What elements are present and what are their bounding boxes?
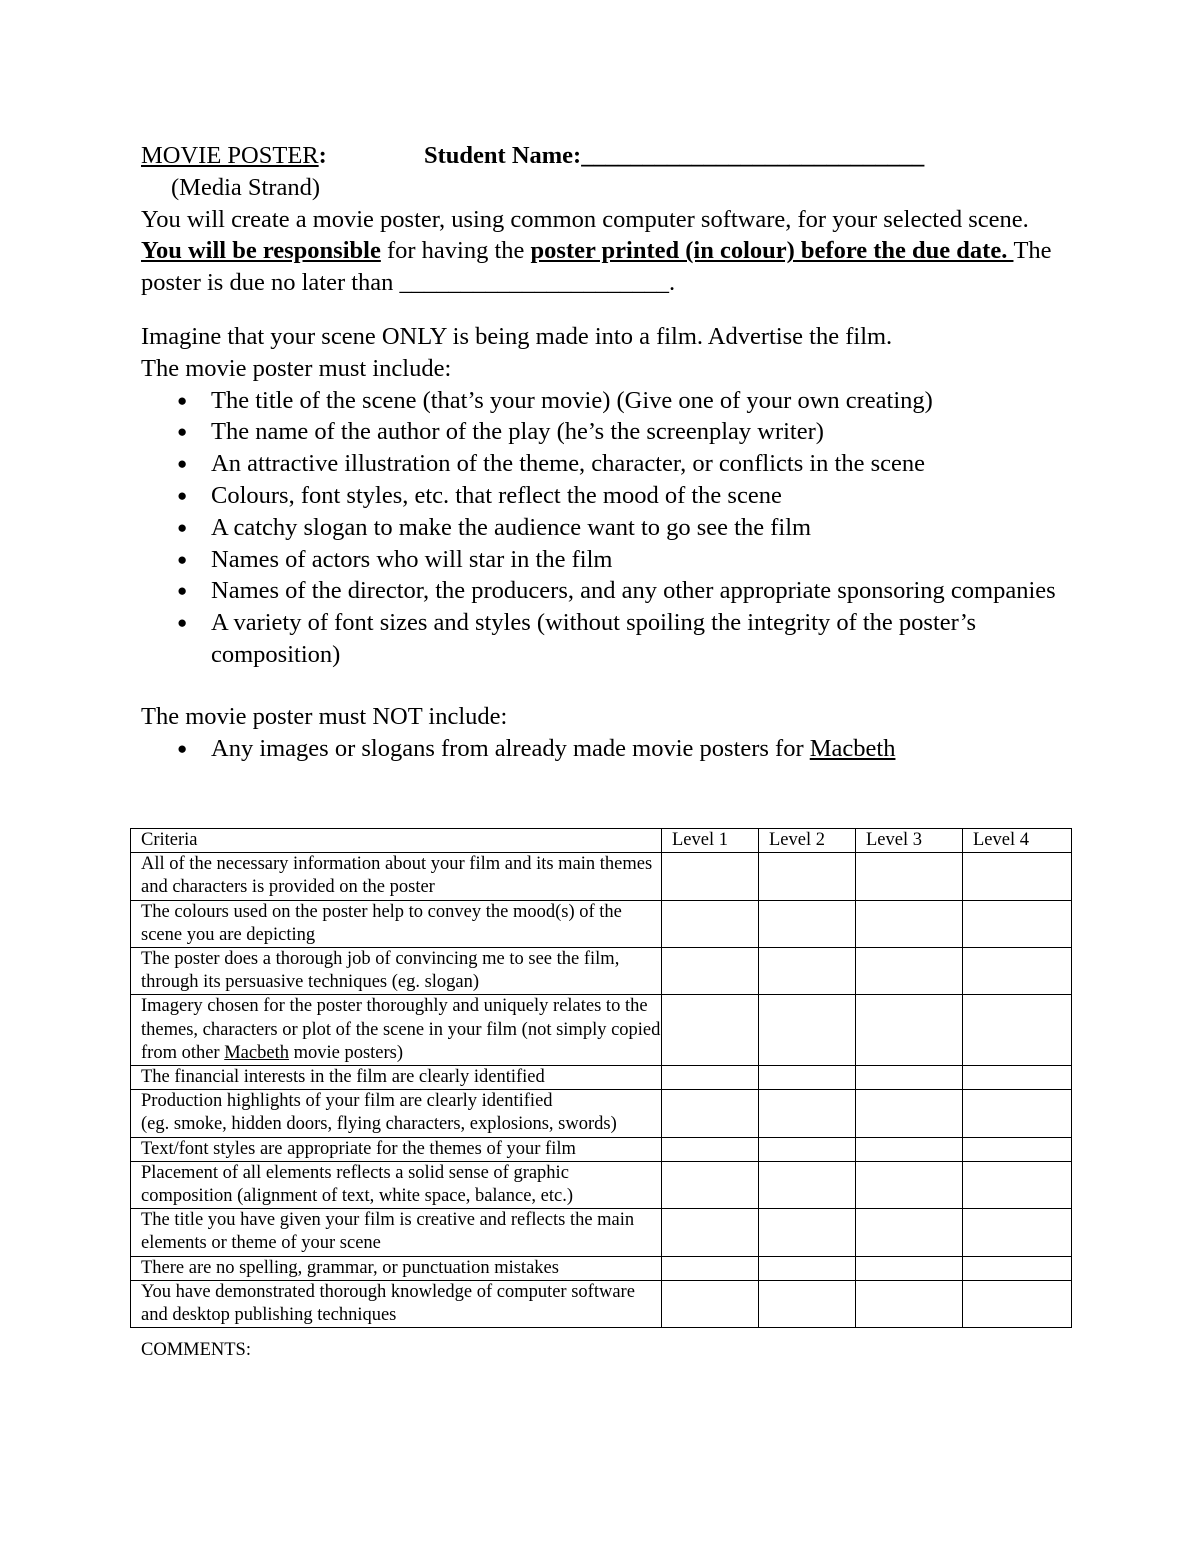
criteria-cell: All of the necessary information about your film and its main themes and characters is provided on the poster — [131, 853, 662, 900]
bullet-icon: ● — [177, 517, 188, 537]
include-list — [141, 385, 1071, 671]
worksheet — [141, 140, 1071, 764]
bullet-icon: ● — [177, 549, 188, 569]
level-cell[interactable] — [963, 948, 1072, 995]
level-cell[interactable] — [963, 1161, 1072, 1208]
list-item: ● Colours, font styles, etc. that reflect the mood of the scene — [141, 480, 1071, 512]
level-cell[interactable] — [662, 853, 759, 900]
exclude-list — [141, 733, 1071, 765]
level-cell[interactable] — [759, 1209, 856, 1256]
list-item: ● Names of actors who will star in the film — [141, 544, 1071, 576]
list-item: ● Any images or slogans from already made movie posters for Macbeth — [141, 733, 1071, 765]
bullet-icon: ● — [177, 613, 188, 633]
table-row — [131, 948, 1072, 995]
bullet-icon: ● — [177, 422, 188, 442]
table-row — [131, 1280, 1072, 1327]
bullet-icon: ● — [177, 485, 188, 505]
level-cell[interactable] — [662, 1161, 759, 1208]
header-criteria: Criteria — [131, 829, 662, 853]
list-item: ● A catchy slogan to make the audience want to go see the film — [141, 512, 1071, 544]
intro-paragraph: You will create a movie poster, using common computer software, for your selected scene. You will be responsible for having the poster printed (in colour) before the due date. The poster is due no later than ______________________. — [141, 205, 1052, 297]
list-item: ● The name of the author of the play (he’s the screenplay writer) — [141, 416, 1071, 448]
level-cell[interactable] — [963, 995, 1072, 1066]
bullet-icon: ● — [177, 581, 188, 601]
criteria-cell: There are no spelling, grammar, or punctuation mistakes — [131, 1256, 662, 1280]
table-row — [131, 900, 1072, 947]
level-cell[interactable] — [662, 948, 759, 995]
level-cell[interactable] — [759, 1066, 856, 1090]
criteria-cell: The poster does a thorough job of convincing me to see the film, through its persuasive techniques (eg. slogan) — [131, 948, 662, 995]
header-level-3: Level 3 — [856, 829, 963, 853]
level-cell[interactable] — [963, 1066, 1072, 1090]
criteria-cell: The title you have given your film is creative and reflects the main elements or theme of your scene — [131, 1209, 662, 1256]
comments-label: COMMENTS: — [141, 1340, 251, 1360]
level-cell[interactable] — [856, 853, 963, 900]
level-cell[interactable] — [759, 1256, 856, 1280]
criteria-cell: The financial interests in the film are clearly identified — [131, 1066, 662, 1090]
poster-label: MOVIE POSTER: — [141, 142, 327, 169]
level-cell[interactable] — [759, 1280, 856, 1327]
must-not-include-heading: The movie poster must NOT include: — [141, 702, 508, 730]
level-cell[interactable] — [963, 1280, 1072, 1327]
table-row — [131, 1090, 1072, 1137]
level-cell[interactable] — [963, 1209, 1072, 1256]
header-line — [141, 140, 1071, 172]
level-cell[interactable] — [963, 900, 1072, 947]
level-cell[interactable] — [856, 1137, 963, 1161]
student-name-blank: ____________________________ — [581, 142, 925, 169]
level-cell[interactable] — [759, 900, 856, 947]
level-cell[interactable] — [662, 995, 759, 1066]
table-header-row — [131, 829, 1072, 853]
table-row — [131, 853, 1072, 900]
level-cell[interactable] — [759, 1137, 856, 1161]
level-cell[interactable] — [662, 1209, 759, 1256]
list-item: ● Names of the director, the producers, and any other appropriate sponsoring companies — [141, 575, 1071, 607]
level-cell[interactable] — [662, 1137, 759, 1161]
level-cell[interactable] — [759, 853, 856, 900]
level-cell[interactable] — [662, 1280, 759, 1327]
level-cell[interactable] — [963, 1256, 1072, 1280]
level-cell[interactable] — [963, 1137, 1072, 1161]
bullet-icon: ● — [177, 454, 188, 474]
criteria-cell: Production highlights of your film are clearly identified (eg. smoke, hidden doors, flying characters, explosions, swords) — [131, 1090, 662, 1137]
table-row — [131, 1256, 1072, 1280]
level-cell[interactable] — [662, 900, 759, 947]
level-cell[interactable] — [759, 948, 856, 995]
level-cell[interactable] — [856, 1161, 963, 1208]
level-cell[interactable] — [759, 1090, 856, 1137]
criteria-cell: Placement of all elements reflects a solid sense of graphic composition (alignment of text, white space, balance, etc.) — [131, 1161, 662, 1208]
level-cell[interactable] — [662, 1256, 759, 1280]
criteria-cell: Imagery chosen for the poster thoroughly and uniquely relates to the themes, characters or plot of the scene in your film (not simply copied from other Macbeth movie posters) — [131, 995, 662, 1066]
level-cell[interactable] — [856, 948, 963, 995]
table-row — [131, 1066, 1072, 1090]
imagine-line: Imagine that your scene ONLY is being made into a film. Advertise the film. — [141, 322, 893, 350]
level-cell[interactable] — [856, 1090, 963, 1137]
table-row — [131, 1161, 1072, 1208]
header-level-1: Level 1 — [662, 829, 759, 853]
bullet-icon: ● — [177, 390, 188, 410]
level-cell[interactable] — [856, 900, 963, 947]
bullet-icon: ● — [177, 738, 188, 758]
level-cell[interactable] — [856, 1280, 963, 1327]
level-cell[interactable] — [759, 1161, 856, 1208]
list-item: ● A variety of font sizes and styles (without spoiling the integrity of the poster’s composition) — [177, 609, 977, 668]
header-level-4: Level 4 — [963, 829, 1072, 853]
table-row — [131, 995, 1072, 1066]
list-item: ● An attractive illustration of the theme, character, or conflicts in the scene — [141, 448, 1071, 480]
level-cell[interactable] — [662, 1066, 759, 1090]
header-level-2: Level 2 — [759, 829, 856, 853]
level-cell[interactable] — [856, 1066, 963, 1090]
level-cell[interactable] — [963, 1090, 1072, 1137]
level-cell[interactable] — [759, 995, 856, 1066]
must-include-heading: The movie poster must include: — [141, 354, 452, 382]
table-row — [131, 1209, 1072, 1256]
table-row — [131, 1137, 1072, 1161]
level-cell[interactable] — [856, 1256, 963, 1280]
level-cell[interactable] — [856, 1209, 963, 1256]
level-cell[interactable] — [662, 1090, 759, 1137]
student-name-label: Student Name: — [424, 142, 582, 169]
criteria-cell: The colours used on the poster help to convey the mood(s) of the scene you are depicting — [131, 900, 662, 947]
list-item: ● The title of the scene (that’s your movie) (Give one of your own creating) — [141, 385, 1071, 417]
criteria-cell: Text/font styles are appropriate for the themes of your film — [131, 1137, 662, 1161]
criteria-cell: You have demonstrated thorough knowledge of computer software and desktop publishing techniques — [131, 1280, 662, 1327]
rubric-table — [130, 828, 1072, 1328]
level-cell[interactable] — [856, 995, 963, 1066]
level-cell[interactable] — [963, 853, 1072, 900]
media-strand: (Media Strand) — [171, 173, 320, 201]
